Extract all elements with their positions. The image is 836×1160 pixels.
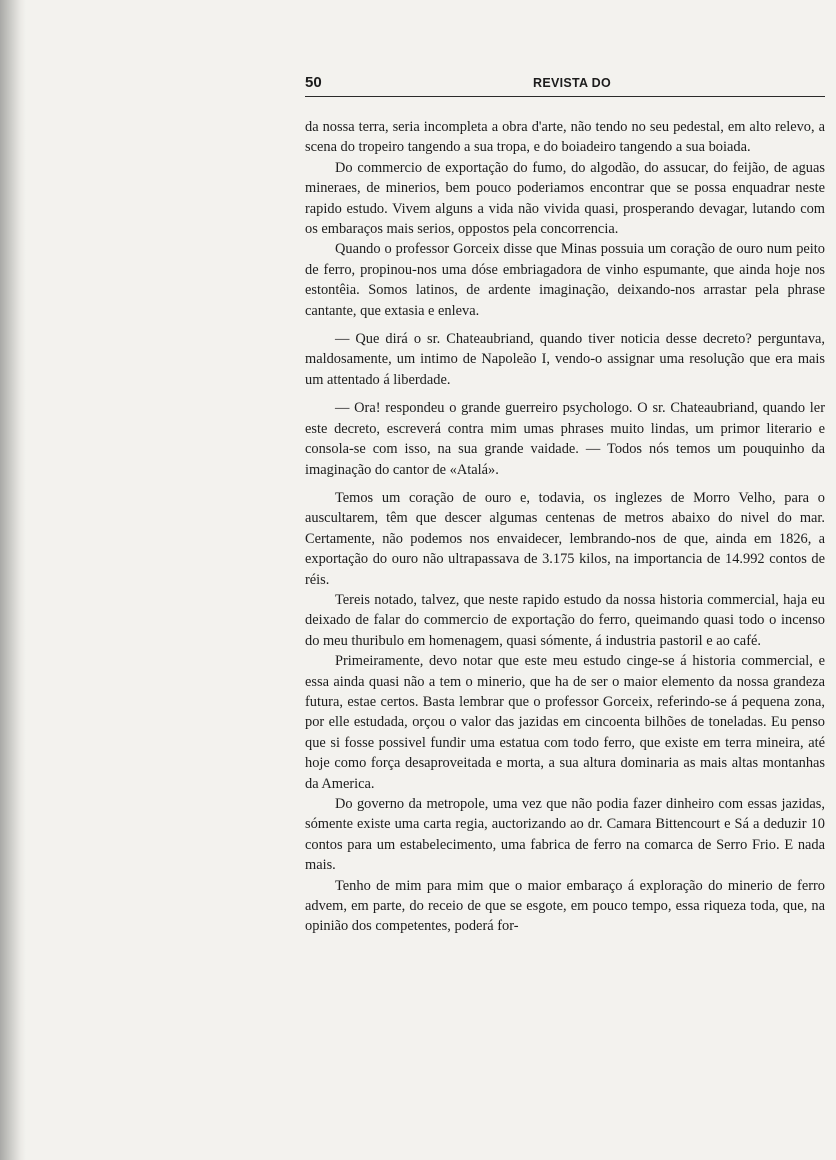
paragraph-8: Primeiramente, devo notar que este meu estudo cinge-se á historia commercial, e essa ainda quasi não a tem o minerio, que ha de ser o maior elemento da nossa grandeza futura, estae certos. Basta lembrar que o professor Gorceix, referindo-se á pequena zona, por elle estudada, orçou o valor das jazidas em cincoenta bilhões de toneladas. Eu penso que si fosse possivel fundir uma estatua com todo ferro, que existe em terra mineira, até hoje como força desaproveitada e morta, a sua altura dominaria as mais altas montanhas da America.	[305, 653, 825, 792]
paragraph-10: Tenho de mim para mim que o maior embaraço á exploração do minerio de ferro advem, em parte, do receio de que se esgote, em pouco tempo, essa riqueza toda, que, na opinião dos competentes, poderá for-	[305, 877, 825, 935]
paragraph-6: Temos um coração de ouro e, todavia, os inglezes de Morro Velho, para o auscultarem, têm que descer algumas centenas de metros abaixo do nivel do mar. Certamente, não podemos nos envaidecer, lembrando-nos de que, ainda em 1826, a exportação do ouro não ultrapassava de 3.175 kilos, na importancia de 14.992 contos de réis.	[305, 489, 825, 588]
paragraph-9: Do governo da metropole, uma vez que não podia fazer dinheiro com essas jazidas, sómente existe uma carta regia, auctorizando ao dr. Camara Bittencourt e Sá a deduzir 10 contos para um estabelecimento, uma fabrica de ferro na comarca de Serro Frio. E nada mais.	[305, 796, 825, 874]
paragraph-5: — Ora! respondeu o grande guerreiro psychologo. O sr. Chateaubriand, quando ler este decreto, escreverá contra mim umas phrases muito lindas, um primor literario e consola-se com isso, na sua grande vaidade. — Todos nós temos um pouquinho da imaginação do cantor de «Atalá».	[305, 400, 825, 478]
document-page	[305, 74, 825, 937]
running-header	[305, 74, 825, 97]
paragraph-3: Quando o professor Gorceix disse que Minas possuia um coração de ouro num peito de ferro, propinou-nos uma dóse embriagadora de vinho espumante, que ainda hoje nos estontêia. Somos latinos, de ardente imaginação, deixando-nos arrastar pela phrase cantante, que extasia e enleva.	[305, 241, 825, 319]
paragraph-7: Tereis notado, talvez, que neste rapido estudo da nossa historia commercial, haja eu deixado de falar do commercio de exportação do ferro, queimando quasi todo o incenso do meu thuribulo em homenagem, quasi sómente, á industria pastoril e ao café.	[305, 591, 825, 649]
paragraph-4: — Que dirá o sr. Chateaubriand, quando tiver noticia desse decreto? perguntava, maldosamente, um intimo de Napoleão I, vendo-o assignar uma resolução que era mais um attentado á liberdade.	[305, 331, 825, 388]
article-body	[305, 117, 825, 937]
paragraph-2: Do commercio de exportação do fumo, do algodão, do assucar, do feijão, de aguas mineraes, de minerios, bem pouco poderiamos encontrar que se possa enquadrar neste rapido estudo. Vivem alguns a vida não vivida quasi, prosperando devagar, lutando com os embaraços mais serios, oppostos pela concorrencia.	[305, 159, 825, 238]
paragraph-1: da nossa terra, seria incompleta a obra d'arte, não tendo no seu pedestal, em alto relevo, a scena do tropeiro tangendo a sua tropa, e do boiadeiro tangendo a sua boiada.	[305, 119, 825, 156]
page-binding-shadow	[0, 0, 26, 1160]
page-number: 50	[305, 74, 322, 91]
journal-title: REVISTA DO	[533, 76, 612, 90]
